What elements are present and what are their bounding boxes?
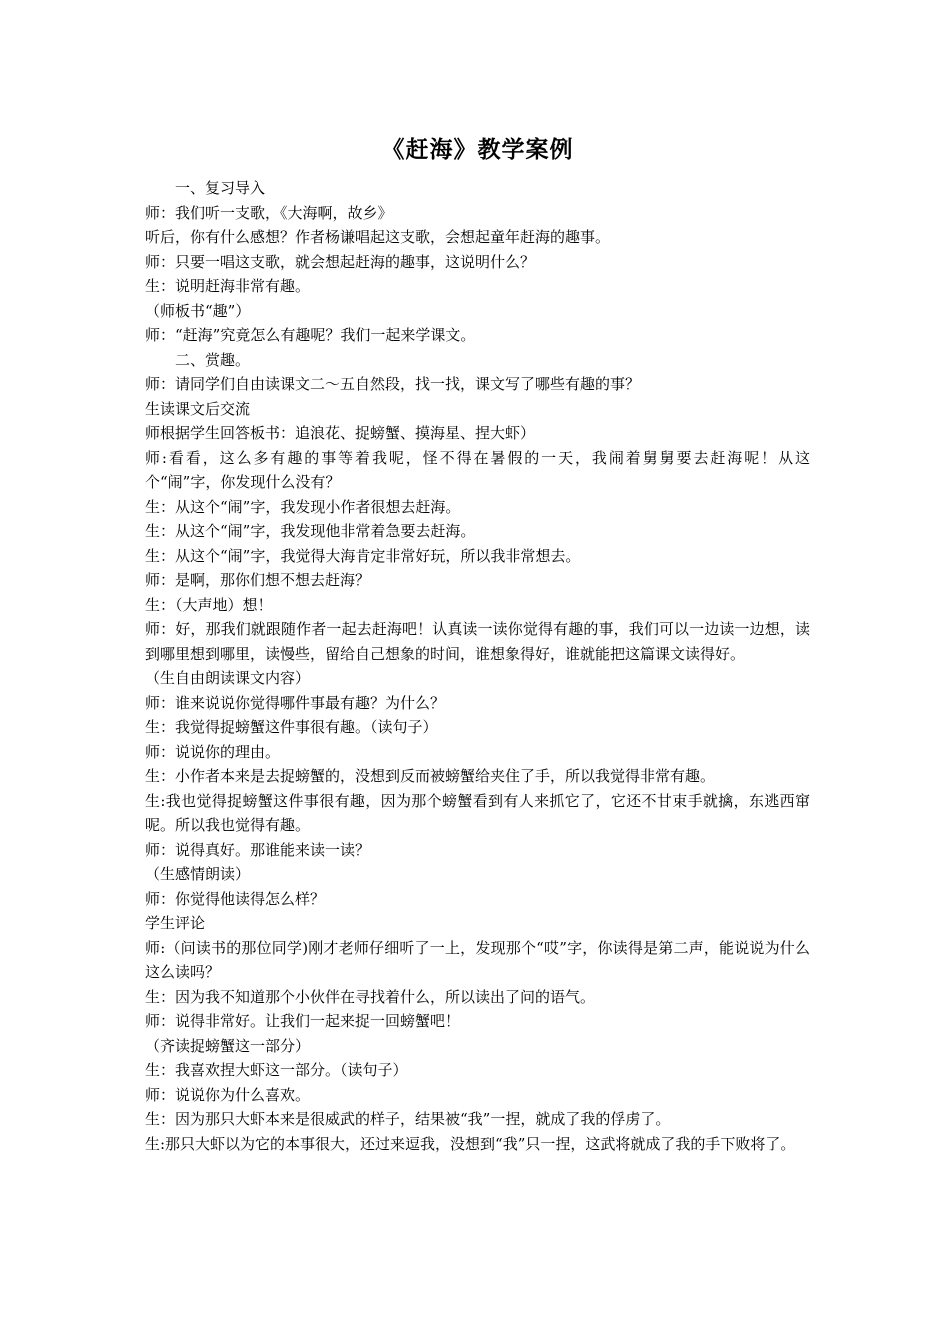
paragraph: 师：说得真好。那谁能来读一读？: [145, 840, 371, 859]
paragraph: 师：“赶海”究竟怎么有趣呢？我们一起来学课文。: [145, 326, 476, 344]
section-heading: 一、复习导入: [175, 179, 266, 197]
paragraph: 生：说明赶海非常有趣。: [145, 277, 311, 295]
paragraph: 师：说说你为什么喜欢。: [145, 1085, 311, 1104]
paragraph: 生：小作者本来是去捉螃蟹的，没想到反而被螃蟹给夹住了手，所以我觉得非常有趣。: [145, 767, 716, 785]
paragraph: 师：我们听一支歌，《大海啊，故乡》: [145, 203, 393, 222]
section-heading: 二、赏趣。: [175, 350, 251, 369]
paragraph: 生:那只大虾以为它的本事很大，还过来逗我，没想到“我”只一捏，这武将就成了我的手下败将了。: [145, 1134, 796, 1153]
paragraph: 师:（问读书的那位同学)刚才老师仔细听了一上，发现那个“哎”字，你读得是第二声，能说说为什么这么读吗？: [145, 938, 810, 981]
paragraph: 师：说得非常好。让我们一起来捉一回螃蟹吧！: [145, 1012, 461, 1030]
paragraph: 生:我也觉得捉螃蟹这件事很有趣，因为那个螃蟹看到有人来抓它了，它还不甘束手就擒，东逃西窜呢。所以我也觉得有趣。: [145, 791, 810, 834]
paragraph: 生：我喜欢捏大虾这一部分。（读句子）: [145, 1061, 408, 1079]
document-body: [145, 176, 810, 1156]
paragraph: 师：是啊，那你们想不想去赶海？: [145, 571, 371, 589]
paragraph: 生：因为那只大虾本来是很威武的样子，结果被“我”一捏，就成了我的俘虏了。: [145, 1110, 671, 1128]
paragraph: 师：请同学们自由读课文二～五自然段，找一找，课文写了哪些有趣的事？: [145, 375, 641, 393]
paragraph: （齐读捉螃蟹这一部分）: [145, 1036, 311, 1055]
paragraph: 师：说说你的理由。: [145, 742, 281, 761]
document-title: 《赶海》教学案例: [381, 136, 574, 163]
paragraph: （师板书“趣”）: [145, 301, 251, 320]
paragraph: 生：因为我不知道那个小伙伴在寻找着什么，所以读出了问的语气。: [145, 987, 596, 1006]
document-page: [145, 130, 810, 1156]
paragraph: 生：（大声地）想！: [145, 595, 273, 614]
paragraph: 听后，你有什么感想？作者杨谦唱起这支歌，会想起童年赶海的趣事。: [145, 228, 611, 246]
paragraph: 师：谁来说说你觉得哪件事最有趣？为什么？: [145, 693, 446, 712]
paragraph: 师根据学生回答板书：追浪花、捉螃蟹、摸海星、捏大虾）: [145, 424, 536, 442]
paragraph: 生：我觉得捉螃蟹这件事很有趣。（读句子）: [145, 718, 438, 736]
paragraph: 师：只要一唱这支歌，就会想起赶海的趣事，这说明什么？: [145, 252, 536, 271]
paragraph: （生感情朗读）: [145, 865, 251, 883]
paragraph: 师：你觉得他读得怎么样？: [145, 889, 326, 908]
paragraph: 师:看看，这么多有趣的事等着我呢，怪不得在暑假的一天，我闹着舅舅要去赶海呢！从这个“闹”字，你发现什么没有？: [145, 448, 810, 491]
paragraph: 师：好，那我们就跟随作者一起去赶海吧！认真读一读你觉得有趣的事，我们可以一边读一边想，读到哪里想到哪里，读慢些，留给自己想象的时间，谁想象得好，谁就能把这篇课文读得好。: [145, 620, 810, 663]
paragraph: （生自由朗读课文内容）: [145, 669, 311, 687]
paragraph: 生读课文后交流: [145, 399, 251, 418]
paragraph: 生：从这个“闹”字，我发现小作者很想去赶海。: [145, 497, 461, 516]
paragraph: 生：从这个“闹”字，我觉得大海肯定非常好玩，所以我非常想去。: [145, 546, 581, 565]
paragraph: 学生评论: [145, 914, 206, 932]
paragraph: 生：从这个“闹”字，我发现他非常着急要去赶海。: [145, 522, 476, 540]
